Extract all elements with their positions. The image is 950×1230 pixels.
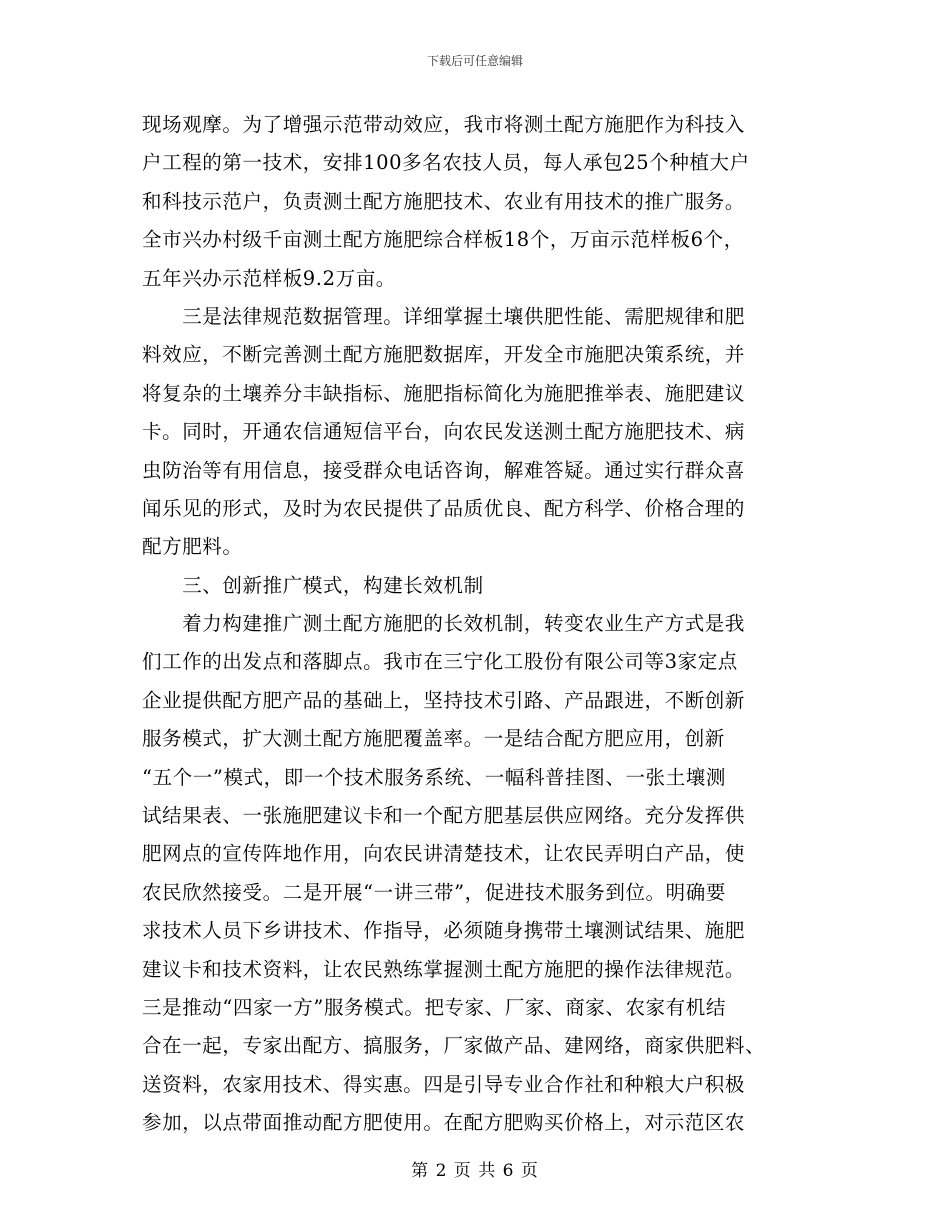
text-line: 送资料，农家用技术、得实惠。四是引导专业合作社和种粮大户积极 — [142, 1072, 746, 1096]
body-text — [142, 106, 822, 1143]
text-line: 试结果表、一张施肥建议卡和一个配方肥基层供应网络。充分发挥供 — [142, 804, 746, 828]
text-line: 合在一起，专家出配方、搞服务，厂家做产品、建网络，商家供肥料、 — [142, 1034, 766, 1058]
text-line: 农民欣然接受。二是开展“一讲三带”，促进技术服务到位。明确要 — [142, 880, 726, 904]
text-line: 参加，以点带面推动配方肥使用。在配方肥购买价格上，对示范区农 — [142, 1111, 746, 1135]
text-line: 五年兴办示范样板9.2万亩。 — [142, 266, 396, 290]
text-line: 卡。同时，开通农信通短信平台，向农民发送测土配方施肥技术、病 — [142, 420, 746, 444]
text-line: 全市兴办村级千亩测土配方施肥综合样板18个，万亩示范样板6个， — [142, 228, 744, 252]
text-line: 三是法律规范数据管理。详细掌握土壤供肥性能、需肥规律和肥 — [142, 304, 746, 328]
text-line: 三是推动“四家一方”服务模式。把专家、厂家、商家、农家有机结 — [142, 995, 726, 1019]
text-line: 现场观摩。为了增强示范带动效应，我市将测土配方施肥作为科技入 — [142, 113, 746, 136]
page-number-footer: 第 2 页 共 6 页 — [411, 1161, 539, 1181]
section-heading: 三、创新推广模式，构建长效机制 — [142, 573, 484, 597]
text-line: 户工程的第一技术，安排100多名农技人员，每人承包25个种植大户 — [142, 151, 750, 175]
text-line: “五个一”模式，即一个技术服务系统、一幅科普挂图、一张土壤测 — [142, 765, 726, 789]
text-line: 和科技示范户，负责测土配方施肥技术、农业有用技术的推广服务。 — [142, 189, 746, 213]
text-line: 肥网点的宣传阵地作用，向农民讲清楚技术，让农民弄明白产品，使 — [142, 842, 746, 866]
text-line: 企业提供配方肥产品的基础上，坚持技术引路、产品跟进，不断创新 — [142, 688, 746, 712]
text-line: 服务模式，扩大测土配方施肥覆盖率。一是结合配方肥应用，创新 — [142, 727, 725, 751]
text-line: 们工作的出发点和落脚点。我市在三宁化工股份有限公司等3家定点 — [142, 650, 738, 674]
text-line: 建议卡和技术资料，让农民熟练掌握测土配方施肥的操作法律规范。 — [142, 957, 746, 981]
text-line: 求技术人员下乡讲技术、作指导，必须随身携带土壤测试结果、施肥 — [142, 919, 746, 943]
text-line: 配方肥料。 — [142, 535, 243, 559]
text-line: 料效应，不断完善测土配方施肥数据库，开发全市施肥决策系统，并 — [142, 343, 746, 367]
text-line: 将复杂的土壤养分丰缺指标、施肥指标简化为施肥推举表、施肥建议 — [142, 381, 746, 405]
text-line: 虫防治等有用信息，接受群众电话咨询，解难答疑。通过实行群众喜 — [142, 458, 746, 482]
page-header: 下载后可任意编辑 — [426, 54, 523, 68]
text-line: 闻乐见的形式，及时为农民提供了品质优良、配方科学、价格合理的 — [142, 496, 746, 520]
text-line: 着力构建推广测土配方施肥的长效机制，转变农业生产方式是我 — [142, 612, 746, 636]
